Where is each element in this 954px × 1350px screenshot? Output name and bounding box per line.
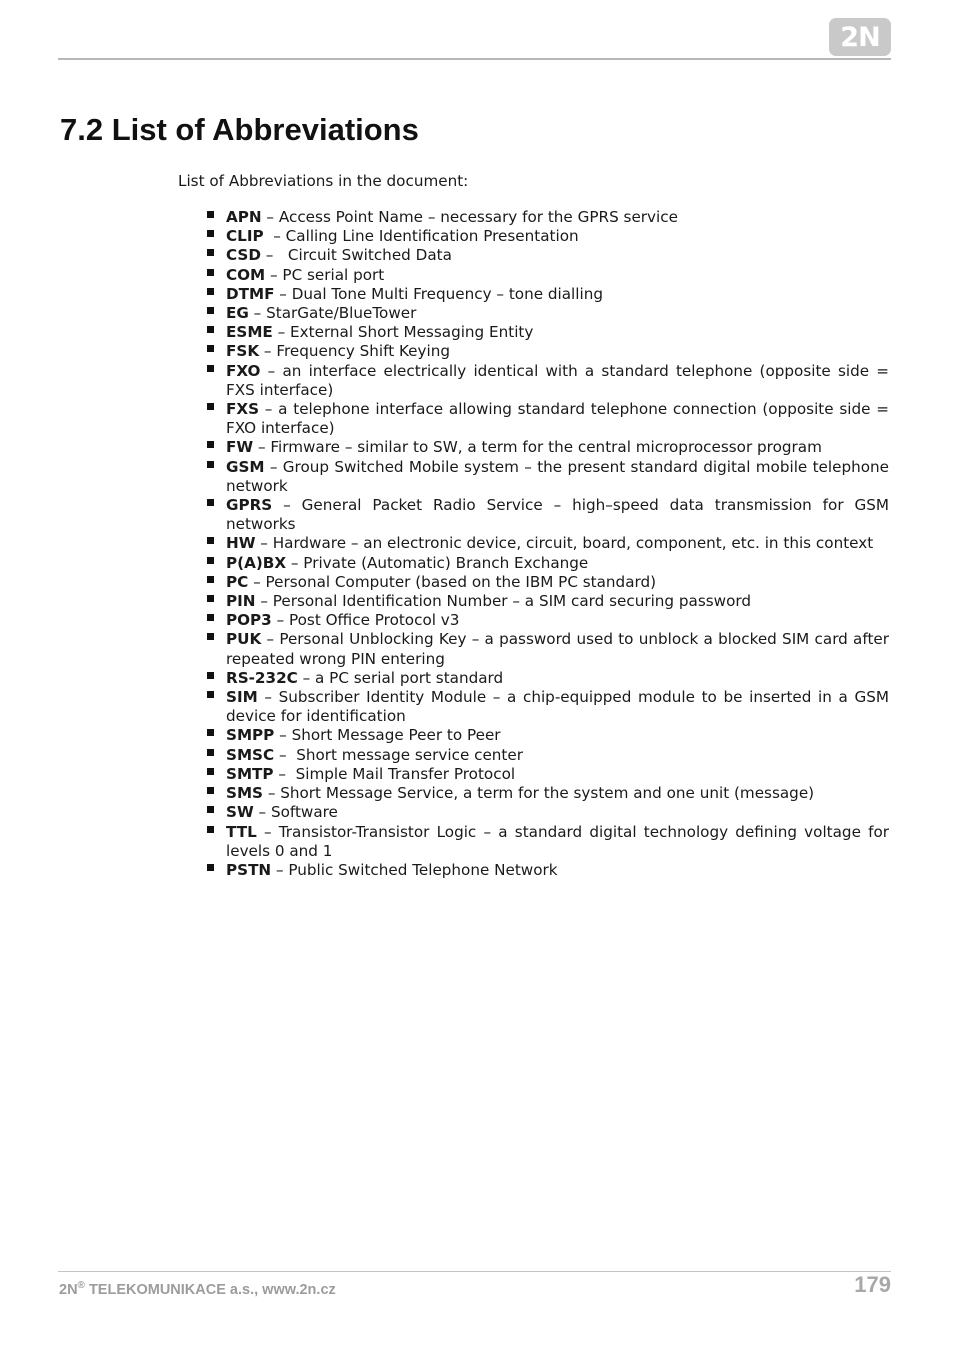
abbreviation-term: PUK	[226, 630, 262, 649]
square-bullet-icon	[207, 345, 214, 352]
abbreviation-description: – Frequency Shift Keying	[259, 342, 450, 361]
abbreviation-term: FW	[226, 438, 254, 457]
square-bullet-icon	[207, 806, 214, 813]
abbreviation-description: – Hardware – an electronic device, circuit, board, component, etc. in this context	[255, 534, 874, 553]
abbreviation-item	[205, 592, 889, 611]
intro-text: List of Abbreviations in the document:	[178, 172, 469, 190]
abbreviation-item	[205, 304, 889, 323]
abbreviation-description: – a telephone interface allowing standard telephone connection (opposite side = FXO interface)	[226, 400, 894, 438]
square-bullet-icon	[207, 461, 214, 468]
abbreviation-item	[205, 573, 889, 592]
abbreviation-term: FXO	[226, 361, 261, 380]
abbreviation-item	[205, 438, 889, 457]
abbreviation-item	[205, 342, 889, 361]
square-bullet-icon	[207, 307, 214, 314]
abbreviation-description: – Software	[253, 803, 338, 822]
abbreviation-description: – Circuit Switched Data	[260, 246, 452, 265]
abbreviation-term: EG	[226, 304, 249, 323]
abbreviation-description: – Firmware – similar to SW, a term for the central microprocessor program	[253, 438, 822, 457]
square-bullet-icon	[207, 576, 214, 583]
abbreviation-term: FSK	[226, 342, 260, 361]
abbreviation-item	[205, 323, 889, 342]
abbreviation-description: – Calling Line Identification Presentation	[263, 227, 579, 246]
abbreviation-item	[205, 861, 889, 880]
abbreviation-list	[205, 208, 894, 880]
abbreviation-description: – a PC serial port standard	[297, 668, 504, 687]
header-divider	[58, 58, 891, 60]
square-bullet-icon	[207, 787, 214, 794]
registered-mark: ®	[77, 1280, 85, 1291]
abbreviation-term: SMS	[226, 784, 263, 803]
abbreviation-item	[205, 765, 889, 784]
square-bullet-icon	[207, 441, 214, 448]
abbreviation-item	[205, 496, 894, 534]
abbreviation-term: TTL	[226, 822, 257, 841]
abbreviation-description: – Short message service center	[274, 745, 523, 764]
abbreviation-item	[205, 227, 889, 246]
company-logo	[829, 18, 891, 56]
abbreviation-term: GPRS	[226, 496, 273, 515]
abbreviation-description: – Subscriber Identity Module – a chip-equipped module to be inserted in a GSM device for identification	[226, 688, 894, 726]
abbreviation-term: SMSC	[226, 745, 275, 764]
abbreviation-description: – StarGate/BlueTower	[248, 304, 417, 323]
abbreviation-item	[205, 361, 894, 400]
square-bullet-icon	[207, 729, 214, 736]
abbreviation-item	[205, 266, 889, 285]
abbreviation-term: PIN	[226, 592, 256, 611]
page-number: 179	[854, 1272, 891, 1297]
abbreviation-description: – General Packet Radio Service – high–speed data transmission for GSM networks	[226, 496, 894, 534]
square-bullet-icon	[207, 269, 214, 276]
footer-company-prefix: 2N	[59, 1281, 78, 1298]
abbreviation-description: – Short Message Peer to Peer	[274, 726, 501, 745]
abbreviation-item	[205, 400, 894, 438]
square-bullet-icon	[207, 633, 214, 640]
square-bullet-icon	[207, 614, 214, 621]
abbreviation-description: – Personal Unblocking Key – a password used to unblock a blocked SIM card after repeated wrong PIN entering	[226, 630, 894, 668]
abbreviation-description: – Personal Identification Number – a SIM card securing password	[255, 592, 751, 611]
abbreviation-item	[205, 554, 889, 573]
abbreviation-description: – Personal Computer (based on the IBM PC standard)	[248, 572, 657, 591]
square-bullet-icon	[207, 557, 214, 564]
abbreviation-term: SMTP	[226, 764, 274, 783]
abbreviation-term: HW	[226, 534, 256, 553]
abbreviation-term: SIM	[226, 688, 258, 707]
abbreviation-term: PSTN	[226, 860, 272, 879]
abbreviation-term: POP3	[226, 611, 272, 630]
square-bullet-icon	[207, 249, 214, 256]
square-bullet-icon	[207, 230, 214, 237]
abbreviation-description: – Transistor-Transistor Logic – a standard digital technology defining voltage for levels 0 and 1	[226, 822, 894, 860]
square-bullet-icon	[207, 691, 214, 698]
abbreviation-term: PC	[226, 572, 249, 591]
square-bullet-icon	[207, 749, 214, 756]
abbreviation-description: – PC serial port	[265, 265, 385, 284]
abbreviation-description: – Public Switched Telephone Network	[271, 860, 558, 879]
abbreviation-term: RS-232C	[226, 668, 298, 687]
abbreviation-term: COM	[226, 265, 266, 284]
square-bullet-icon	[207, 326, 214, 333]
footer-company	[59, 1280, 336, 1298]
square-bullet-icon	[207, 826, 214, 833]
abbreviation-item	[205, 285, 889, 304]
abbreviation-item	[205, 746, 889, 765]
abbreviation-description: – Post Office Protocol v3	[271, 611, 460, 630]
abbreviation-item	[205, 534, 889, 553]
abbreviation-item	[205, 784, 889, 803]
abbreviation-description: – External Short Messaging Entity	[272, 323, 534, 342]
abbreviation-description: – Dual Tone Multi Frequency – tone dialling	[274, 284, 603, 303]
square-bullet-icon	[207, 672, 214, 679]
abbreviation-item	[205, 803, 889, 822]
abbreviation-term: FXS	[226, 400, 260, 419]
abbreviation-item	[205, 246, 889, 265]
abbreviation-term: SMPP	[226, 726, 275, 745]
square-bullet-icon	[207, 768, 214, 775]
square-bullet-icon	[207, 211, 214, 218]
abbreviation-item	[205, 669, 889, 688]
abbreviation-term: P(A)BX	[226, 553, 287, 572]
abbreviation-term: APN	[226, 208, 262, 226]
abbreviation-term: CLIP	[226, 227, 264, 246]
abbreviation-description: – Simple Mail Transfer Protocol	[273, 764, 516, 783]
page-title: 7.2 List of Abbreviations	[60, 112, 419, 147]
abbreviation-item	[205, 611, 889, 630]
abbreviation-description: – Group Switched Mobile system – the present standard digital mobile telephone network	[226, 457, 894, 495]
square-bullet-icon	[207, 365, 214, 372]
square-bullet-icon	[207, 403, 214, 410]
abbreviation-item	[205, 726, 889, 745]
square-bullet-icon	[207, 595, 214, 602]
square-bullet-icon	[207, 537, 214, 544]
abbreviation-item	[205, 688, 894, 726]
footer-company-rest: TELEKOMUNIKACE a.s., www.2n.cz	[84, 1281, 336, 1298]
abbreviation-item	[205, 822, 894, 861]
square-bullet-icon	[207, 499, 214, 506]
abbreviation-item	[205, 457, 894, 496]
footer-divider	[58, 1271, 891, 1272]
abbreviation-term: GSM	[226, 457, 265, 476]
square-bullet-icon	[207, 288, 214, 295]
abbreviation-description: – Private (Automatic) Branch Exchange	[286, 553, 589, 572]
abbreviation-term: CSD	[226, 246, 261, 265]
abbreviation-description: – Short Message Service, a term for the system and one unit (message)	[263, 784, 815, 803]
abbreviation-term: SW	[226, 803, 254, 822]
abbreviation-description: – an interface electrically identical with a standard telephone (opposite side = FXS interface)	[226, 361, 894, 399]
abbreviation-item	[205, 630, 894, 668]
abbreviation-term: ESME	[226, 323, 273, 342]
logo-text: 2N	[840, 21, 880, 53]
abbreviation-item	[205, 208, 889, 227]
square-bullet-icon	[207, 864, 214, 871]
abbreviation-description: – Access Point Name – necessary for the GPRS service	[261, 208, 678, 226]
abbreviation-term: DTMF	[226, 284, 275, 303]
